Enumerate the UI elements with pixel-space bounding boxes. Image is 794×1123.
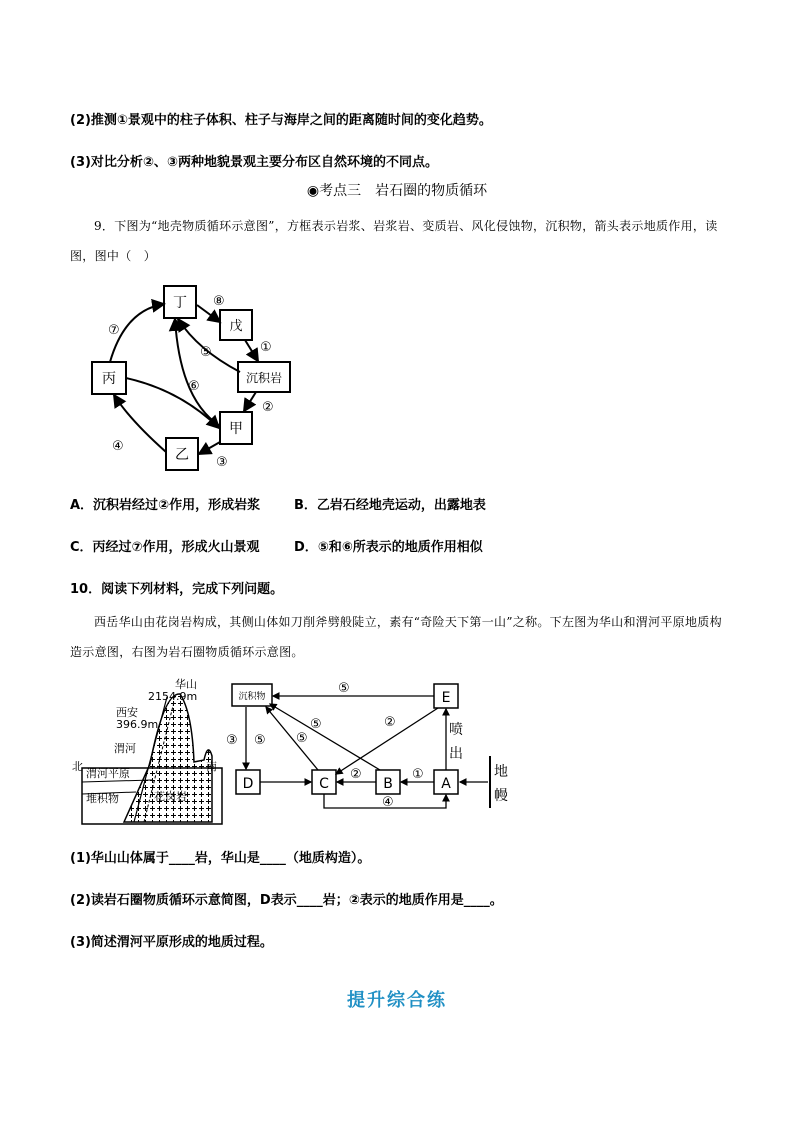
q10-sub3: (3)简述渭河平原形成的地质过程。: [70, 935, 273, 950]
arrow-3: [199, 442, 220, 454]
q9-option-a: A．沉积岩经过②作用，形成岩浆: [70, 498, 261, 513]
q9-option-b: B．乙岩石经地壳运动，出露地表: [294, 498, 486, 513]
q8-sub2: (2)推测①景观中的柱子体积、柱子与海岸之间的距离随时间的变化趋势。: [70, 113, 492, 128]
fig-label: 堆积物: [86, 792, 119, 805]
arrow-label: ⑤: [200, 345, 212, 360]
q10-material: 西岳华山由花岗岩构成，其侧山体如刀削斧劈般陡立，素有“奇险天下第一山”之称。下左图为华山和渭河平原地质构造示意图，右图为岩石圈物质循环示意图。: [70, 615, 722, 659]
rock-cycle-diagram-1: [80, 280, 320, 475]
arrow-label: ①: [260, 340, 272, 355]
rock-cycle-diagram-2: [226, 676, 526, 826]
arrow-label: ⑦: [108, 323, 120, 338]
box-label: B: [383, 776, 393, 792]
arrow-bing-jia: [126, 378, 219, 428]
arrow-label: ②: [350, 767, 362, 782]
q10-sub2: (2)读岩石圈物质循环示意简图，D表示____岩；②表示的地质作用是____。: [70, 893, 503, 908]
box-label: 戊: [229, 319, 243, 334]
arrow-label: ④: [112, 439, 124, 454]
fig-label: 华山: [175, 678, 197, 691]
mantle-label: 幔: [494, 788, 508, 804]
footer-heading: 提升综合练: [347, 990, 447, 1011]
mantle-label: 地: [494, 764, 508, 780]
arrow-label: ②: [384, 715, 396, 730]
fig-label: 北: [72, 760, 83, 773]
q9-stem: 9．下图为“地壳物质循环示意图”，方框表示岩浆、岩浆岩、变质岩、风化侵蚀物，沉积物，箭头表示地质作用，读图，图中（ ）: [70, 219, 718, 263]
fig-label: 2154.9m: [148, 690, 198, 703]
arrow-label: ①: [412, 767, 424, 782]
arrow-b-sediment: [270, 704, 380, 770]
box-label: 丁: [173, 295, 187, 311]
box-label: E: [441, 690, 451, 706]
box-label: 丙: [102, 371, 116, 387]
q9-option-c: C．丙经过⑦作用，形成火山景观: [70, 540, 260, 555]
arrow-label: ③: [216, 455, 228, 470]
box-label: 甲: [229, 421, 243, 437]
box-label: C: [319, 776, 329, 792]
huashan-structure-figure: [72, 672, 232, 830]
box-label: A: [441, 776, 451, 792]
fig-label: 花岗岩: [154, 790, 187, 803]
arrow-label: ⑧: [213, 294, 225, 309]
q10-title: 10．阅读下列材料，完成下列问题。: [70, 582, 284, 597]
arrow-1: [245, 340, 258, 361]
q8-sub3: (3)对比分析②、③两种地貌景观主要分布区自然环境的不同点。: [70, 155, 438, 170]
arrow-label: ③: [226, 733, 238, 748]
box-label: 沉积物: [238, 692, 266, 702]
arrow-label: ②: [262, 400, 274, 415]
arrow-label: ④: [382, 795, 394, 810]
box-label: D: [242, 776, 254, 792]
arrow-label: ⑤: [338, 681, 350, 696]
fig-label: 西安: [116, 706, 138, 719]
fig-label: 渭河平原: [86, 767, 130, 780]
fig-label: 渭河: [114, 742, 136, 755]
box-label: 沉积岩: [245, 371, 283, 385]
box-label: 乙: [175, 447, 189, 463]
q10-sub1: (1)华山山体属于____岩，华山是____（地质构造）。: [70, 851, 371, 866]
arrow-2: [244, 392, 256, 411]
arrow-label: ⑤: [296, 731, 308, 746]
q9-option-d: D．⑤和⑥所表示的地质作用相似: [294, 540, 483, 555]
fig-label: 396.9m: [116, 718, 159, 731]
eruption-label: 喷: [449, 722, 463, 738]
fig-label: 南: [206, 760, 217, 773]
arrow-label: ⑥: [188, 379, 200, 394]
section-title: ◉考点三 岩石圈的物质循环: [306, 183, 488, 199]
arrow-label: ⑤: [310, 717, 322, 732]
arrow-label: ⑤: [254, 733, 266, 748]
eruption-label: 出: [449, 746, 463, 762]
